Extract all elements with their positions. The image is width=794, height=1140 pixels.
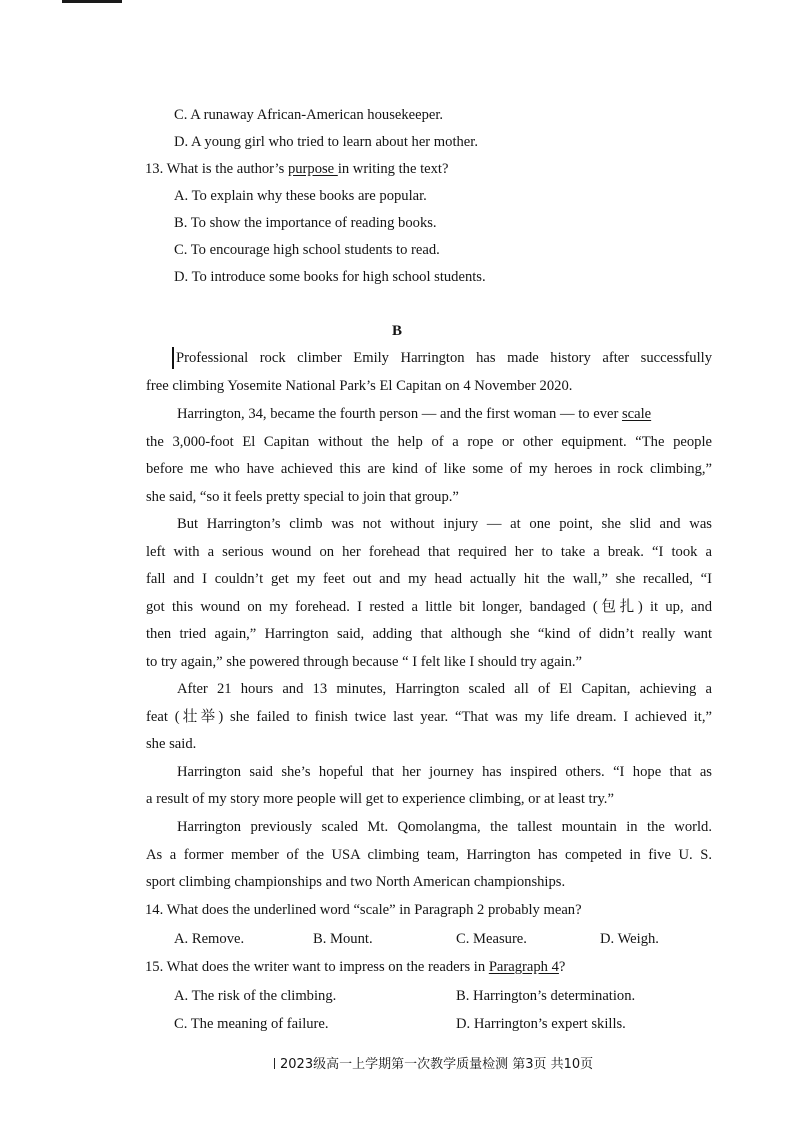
q13-stem [145,159,448,179]
q15-option-d: D. Harrington’s expert skills. [456,1016,626,1032]
p2-line-1-text: Harrington, 34, became the fourth person — and the first woman — to ever [177,406,622,422]
p4-line-2: feat (壮举) she failed to finish twice last year. “That was my life dream. I achieved it,” [146,709,712,725]
p1-line-1: Professional rock climber Emily Harrington has made history after successfully [176,350,712,366]
p6-line-2: As a former member of the USA climbing team, Harrington has competed in five U. S. [146,847,712,863]
q13-stem-post: in writing the text? [337,161,449,177]
section-heading: B [391,323,402,339]
p2-line-1 [177,404,712,424]
q13-stem-underlined: purpose [287,161,338,177]
p3-line-1: But Harrington’s climb was not without injury — at one point, she slid and was [177,516,712,532]
p3-line-2: left with a serious wound on her forehead that required her to take a break. “I took a [146,544,712,560]
q13-option-a: A. To explain why these books are popular. [174,188,427,204]
p2-line-2: the 3,000-foot El Capitan without the help of a rope or other equipment. “The people [146,434,712,450]
q14-option-a: A. Remove. [174,931,245,947]
q13-option-b: B. To show the importance of reading books. [174,215,437,231]
q15-option-b: B. Harrington’s determination. [456,988,636,1004]
p3-line-5: then tried again,” Harrington said, adding that although she “kind of didn’t really want [146,626,712,642]
p5-line-2: a result of my story more people will get to experience climbing, or at least try.” [146,791,614,807]
p5-line-1: Harrington said she’s hopeful that her journey has inspired others. “I hope that as [177,764,712,780]
underlined-word-scale: scale [621,406,652,422]
q14-stem: 14. What does the underlined word “scale” in Paragraph 2 probably mean? [145,902,582,918]
q14-option-c: C. Measure. [456,931,527,947]
p3-line-4: got this wound on my forehead. I rested a little bit longer, bandaged (包扎) it up, and [146,599,712,615]
q15-option-c: C. The meaning of failure. [174,1016,329,1032]
q14-option-b: B. Mount. [313,931,373,947]
p6-line-1: Harrington previously scaled Mt. Qomolangma, the tallest mountain in the world. [177,819,712,835]
p4-line-3: she said. [146,736,197,752]
p2-line-3: before me who have achieved this are kind of like some of my heroes in rock climbing,” [146,461,712,477]
q14-option-d: D. Weigh. [600,931,659,947]
q15-option-a: A. The risk of the climbing. [174,988,337,1004]
p3-line-6: to try again,” she powered through because “ I felt like I should try again.” [146,654,583,670]
p6-line-3: sport climbing championships and two North American championships. [146,874,566,890]
p4-line-1: After 21 hours and 13 minutes, Harrington scaled all of El Capitan, achieving a [177,681,712,697]
q13-stem-pre: 13. What is the author’s [145,161,288,177]
q15-stem-pre: 15. What does the writer want to impress on the readers in [145,959,489,975]
footer-text: 2023级高一上学期第一次教学质量检测 第3页 共10页 [280,1057,594,1072]
margin-mark [172,347,174,369]
q15-stem-post: ? [558,959,566,975]
footer-tick [274,1058,275,1069]
p3-line-3: fall and I couldn’t get my feet out and my head actually hit the wall,” she recalled, “I [146,571,712,587]
q13-option-c: C. To encourage high school students to read. [174,242,440,258]
q12-option-c: C. A runaway African-American housekeeper. [174,107,444,123]
q15-stem-underlined: Paragraph 4 [488,959,559,975]
q13-option-d: D. To introduce some books for high school students. [174,269,486,285]
q15-stem [145,957,565,977]
q12-option-d: D. A young girl who tried to learn about her mother. [174,134,478,150]
page-footer [274,1055,593,1075]
scan-mark [62,0,122,3]
p1-line-2: free climbing Yosemite National Park’s El Capitan on 4 November 2020. [146,378,573,394]
p2-line-4: she said, “so it feels pretty special to join that group.” [146,489,459,505]
